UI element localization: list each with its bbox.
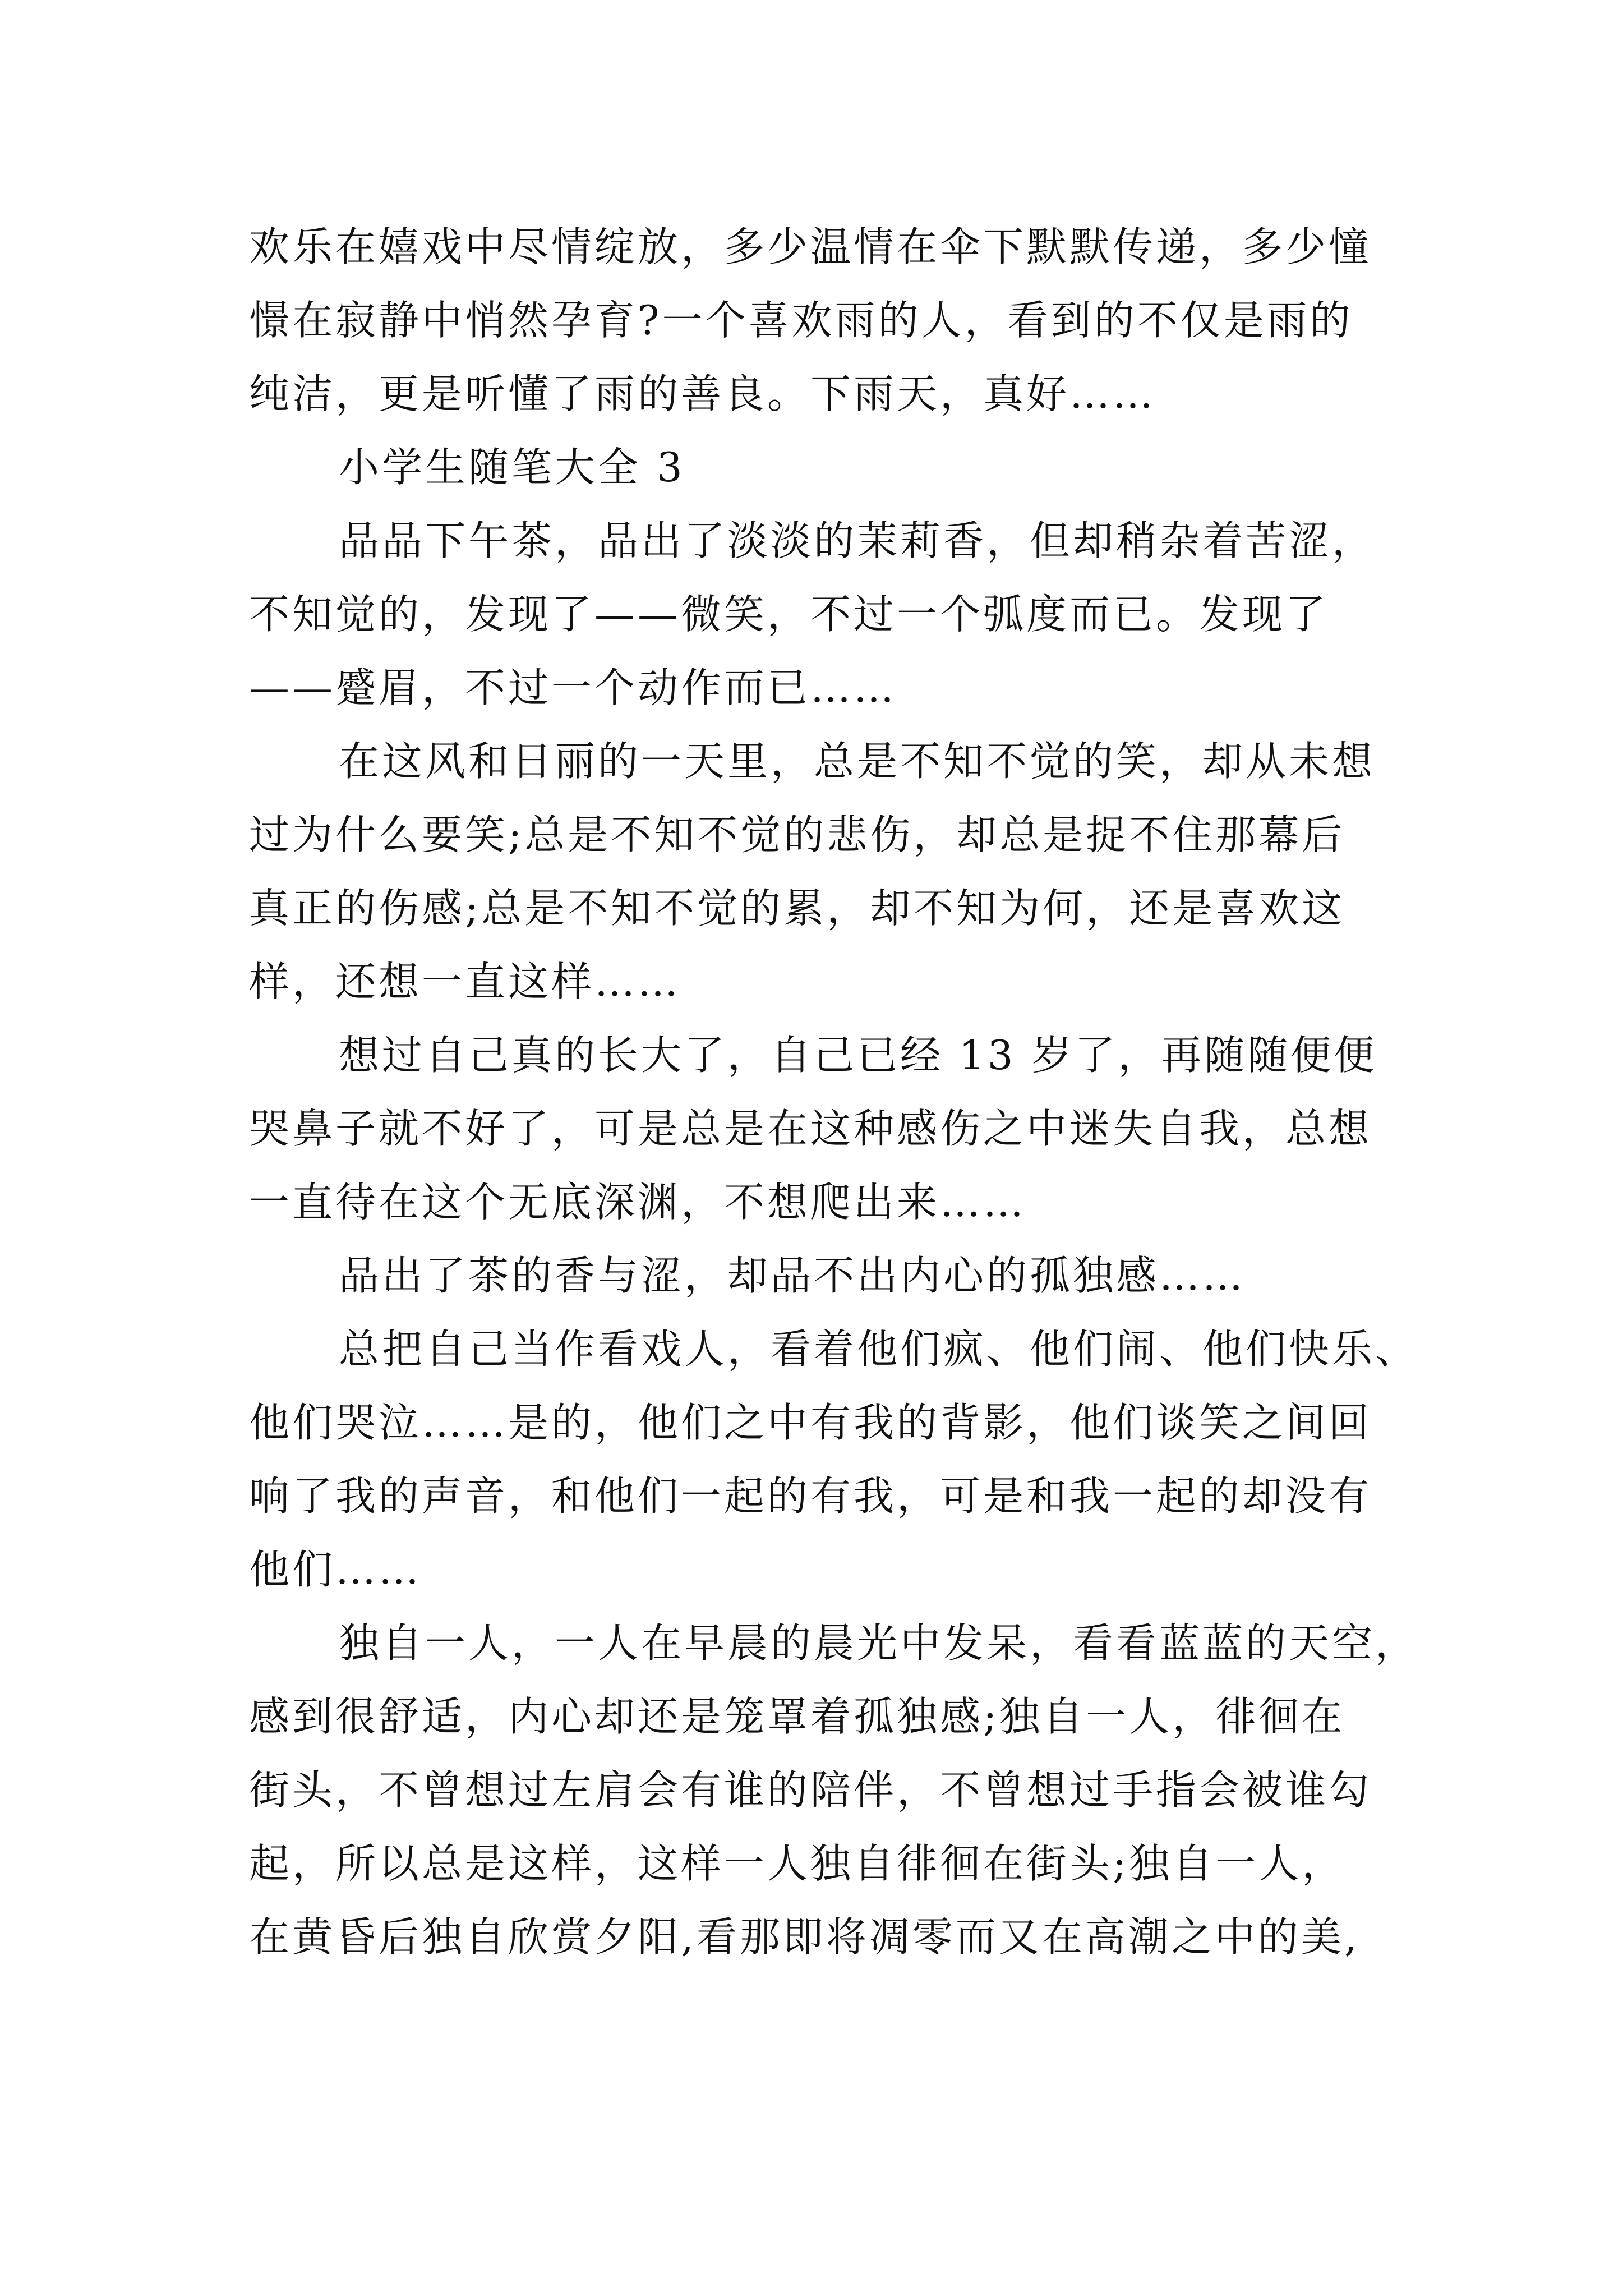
paragraph-first-line: 总把自己当作看戏人，看着他们疯、他们闹、他们快乐、 [339, 1326, 1419, 1373]
document-page [249, 210, 1419, 1974]
text-line: 一直待在这个无底深渊，不想爬出来…… [249, 1179, 1027, 1226]
paragraph-first-line: 想过自己真的长大了，自己已经 13 岁了，再随随便便 [339, 1032, 1377, 1079]
text-line: 憬在寂静中悄然孕育?一个喜欢雨的人，看到的不仅是雨的 [249, 297, 1353, 344]
text-line: 样，还想一直这样…… [249, 958, 681, 1005]
text-line: 不知觉的，发现了——微笑，不过一个弧度而已。发现了 [249, 591, 1329, 638]
text-line: 真正的伤感;总是不知不觉的累，却不知为何，还是喜欢这 [249, 885, 1345, 932]
text-line: 哭鼻子就不好了，可是总是在这种感伤之中迷失自我，总想 [249, 1105, 1372, 1152]
text-line: 他们哭泣……是的，他们之中有我的背影，他们谈笑之间回 [249, 1399, 1372, 1446]
paragraph-first-line: 品品下午茶，品出了淡淡的茉莉香，但却稍杂着苦涩， [339, 517, 1376, 564]
text-line: 响了我的声音，和他们一起的有我，可是和我一起的却没有 [249, 1473, 1372, 1520]
text-line: ——蹙眉，不过一个动作而已…… [249, 664, 897, 711]
paragraph-first-line: 在这风和日丽的一天里，总是不知不觉的笑，却从未想 [339, 738, 1376, 785]
text-line: 过为什么要笑;总是不知不觉的悲伤，却总是捉不住那幕后 [249, 811, 1345, 858]
text-line: 他们…… [249, 1546, 422, 1593]
section-heading: 小学生随笔大全 3 [339, 444, 685, 491]
text-line: 起，所以总是这样，这样一人独自徘徊在街头;独自一人， [249, 1840, 1345, 1887]
paragraph-first-line: 独自一人，一人在早晨的晨光中发呆，看看蓝蓝的天空， [339, 1619, 1419, 1667]
text-line: 街头，不曾想过左肩会有谁的陪伴，不曾想过手指会被谁勾 [249, 1766, 1372, 1814]
paragraph-first-line: 品出了茶的香与涩，却品不出内心的孤独感…… [339, 1252, 1246, 1299]
text-line: 欢乐在嬉戏中尽情绽放，多少温情在伞下默默传递，多少憧 [249, 223, 1372, 270]
text-line: 纯洁，更是听懂了雨的善良。下雨天，真好…… [249, 370, 1156, 417]
text-line: 感到很舒适，内心却还是笼罩着孤独感;独自一人，徘徊在 [249, 1693, 1345, 1740]
text-line: 在黄昏后独自欣赏夕阳,看那即将凋零而又在高潮之中的美, [249, 1913, 1360, 1961]
